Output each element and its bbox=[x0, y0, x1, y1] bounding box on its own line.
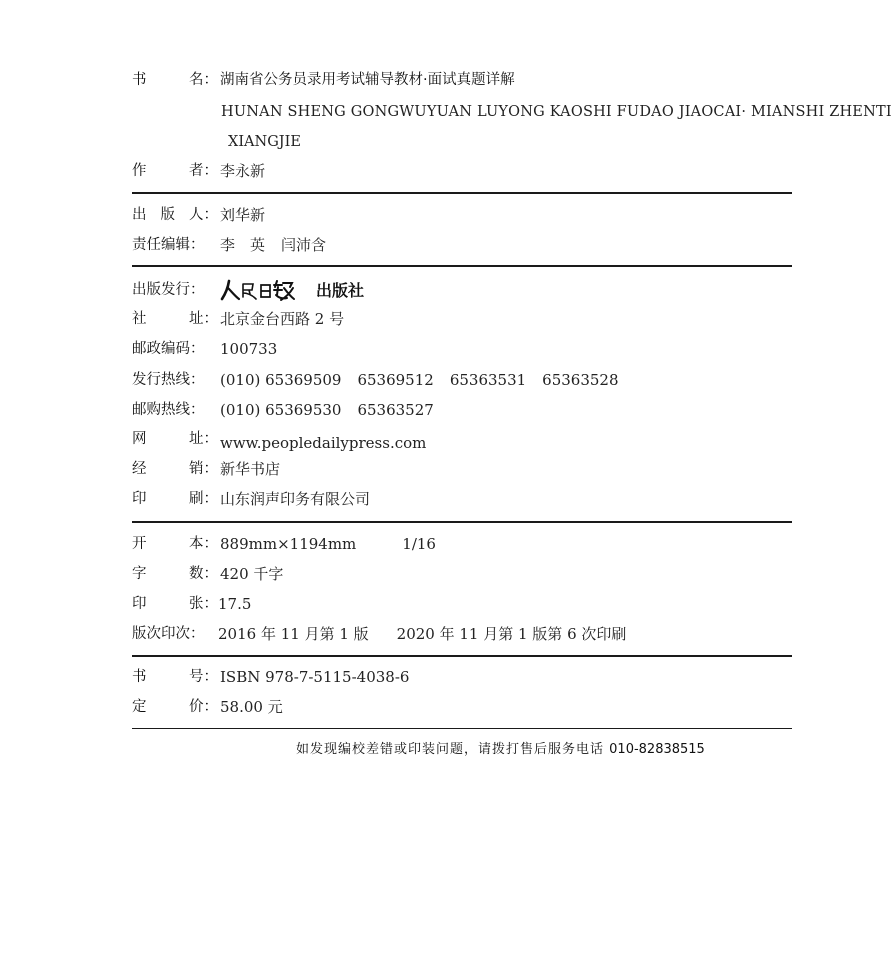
publisher-suffix: 出版社 bbox=[316, 281, 365, 300]
author: 李永新 bbox=[220, 162, 266, 180]
title-pinyin-line-1: HUNAN SHENG GONGWUYUAN LUYONG KAOSHI FUDAO JIAOCAI· MIANSHI ZHENTI bbox=[221, 104, 892, 120]
website bbox=[220, 427, 426, 451]
website-label: 网 址： bbox=[132, 431, 218, 447]
sales-hotline bbox=[220, 368, 619, 392]
sales-phone-2: 65369512 bbox=[357, 371, 434, 389]
sales-hotline-label: 发行热线： bbox=[132, 372, 205, 388]
isbn: ISBN 978-7-5115-4038-6 bbox=[220, 668, 410, 686]
format-label: 开 本： bbox=[132, 536, 218, 552]
printer-label: 印 刷： bbox=[132, 491, 218, 507]
editors bbox=[220, 233, 326, 257]
format bbox=[220, 532, 436, 556]
publisher-person: 刘华新 bbox=[220, 206, 266, 224]
edition-date: 2016 年 11 月第 1 版 bbox=[218, 625, 369, 643]
mail-hotline bbox=[220, 398, 434, 422]
sales-phone-3: 65363531 bbox=[449, 371, 527, 389]
printer: 山东润声印务有限公司 bbox=[220, 490, 371, 508]
title-pinyin-line-2: XIANGJIE bbox=[228, 134, 301, 150]
word-count: 420 千字 bbox=[220, 565, 284, 583]
divider-3 bbox=[132, 521, 792, 523]
website-url: www.peopledailypress.com bbox=[220, 434, 427, 452]
editor-1: 李 英 bbox=[220, 236, 266, 254]
sheets-label: 印 张： bbox=[132, 596, 218, 612]
price: 58.00 元 bbox=[220, 698, 283, 716]
address-label: 社 址： bbox=[132, 311, 218, 327]
editor-2: 闫沛含 bbox=[281, 236, 327, 254]
sales-phone-1: (010) 65369509 bbox=[220, 371, 342, 389]
editors-label: 责任编辑： bbox=[132, 237, 205, 253]
sales-phone-4: 65363528 bbox=[542, 371, 619, 389]
distributor: 新华书店 bbox=[220, 460, 281, 478]
sheets: 17.5 bbox=[218, 595, 252, 613]
after-sales-phone: 010-82838515 bbox=[609, 742, 705, 757]
mail-phone-2: 65363527 bbox=[357, 401, 434, 419]
postcode-label: 邮政编码： bbox=[132, 341, 205, 357]
edition-label: 版次印次： bbox=[132, 626, 205, 642]
isbn-label: 书 号： bbox=[132, 669, 218, 685]
mail-phone-1: (010) 65369530 bbox=[220, 401, 342, 419]
divider-5 bbox=[132, 728, 792, 729]
format-size: 889mm×1194mm bbox=[220, 535, 357, 553]
address: 北京金台西路 2 号 bbox=[220, 310, 345, 328]
divider-4 bbox=[132, 655, 792, 657]
price-label: 定 价： bbox=[132, 699, 218, 715]
divider-2 bbox=[132, 265, 792, 267]
edition bbox=[218, 622, 626, 646]
divider-1 bbox=[132, 192, 792, 194]
publisher-person-label: 出 版 人： bbox=[132, 207, 218, 223]
printing-info: 2020 年 11 月第 1 版第 6 次印刷 bbox=[396, 625, 627, 643]
title-label: 书 名： bbox=[132, 72, 218, 88]
book-title: 湖南省公务员录用考试辅导教材·面试真题详解 bbox=[220, 72, 515, 88]
after-sales-notice bbox=[296, 738, 705, 757]
publisher-logo-icon bbox=[220, 278, 312, 302]
distributor-label: 经 销： bbox=[132, 461, 218, 477]
publisher-label: 出版发行： bbox=[132, 282, 205, 298]
format-fraction: 1/16 bbox=[402, 535, 436, 553]
publisher bbox=[220, 278, 364, 303]
postcode: 100733 bbox=[220, 340, 278, 358]
mail-hotline-label: 邮购热线： bbox=[132, 402, 205, 418]
words-label: 字 数： bbox=[132, 566, 218, 582]
after-sales-text: 如发现编校差错或印装问题，请拨打售后服务电话 bbox=[296, 742, 605, 757]
author-label: 作 者： bbox=[132, 163, 218, 179]
